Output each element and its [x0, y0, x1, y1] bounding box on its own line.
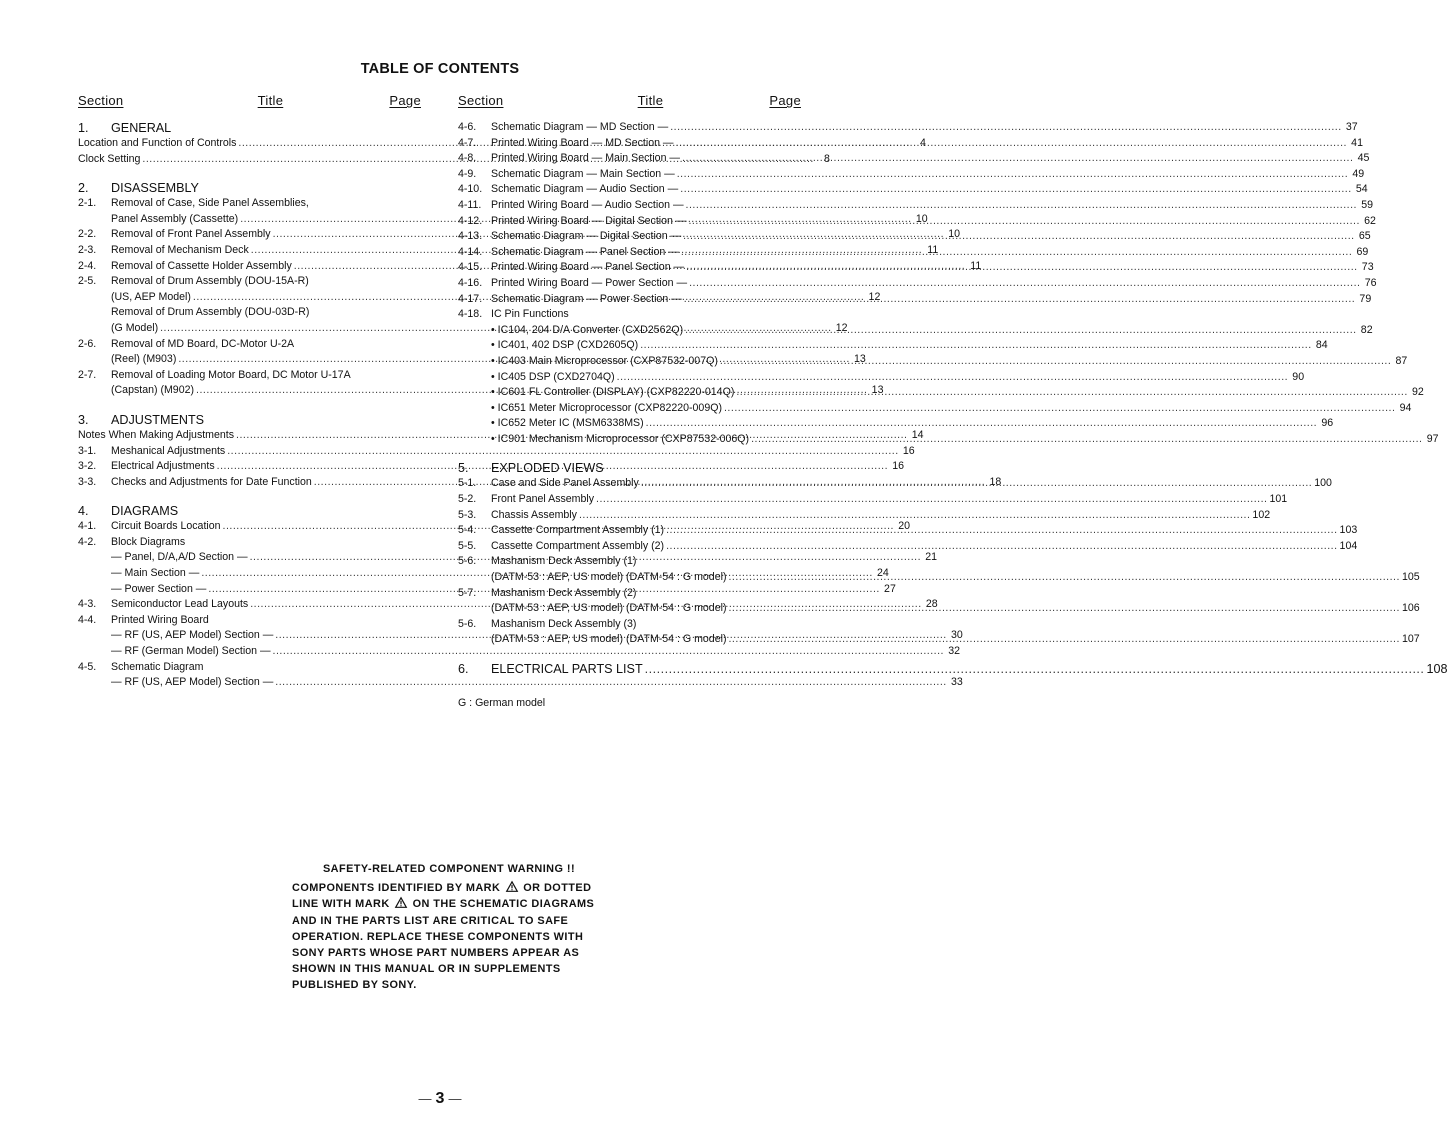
entry-title: Removal of Mechanism Deck: [111, 243, 249, 256]
entry-page: 65: [1358, 230, 1371, 243]
entry-title: Schematic Diagram — Panel Section —: [491, 245, 679, 258]
entry-number: 4.: [78, 504, 89, 519]
entry-page: 21: [925, 551, 938, 564]
column-header: [458, 90, 801, 108]
entry-number: 5-6.: [458, 555, 477, 568]
leader-dots: [728, 632, 1399, 648]
entry-title: • IC651 Meter Microprocessor (CXP82220-009Q): [491, 401, 722, 414]
entry-page: 11: [927, 243, 939, 256]
entry-number: 5-7.: [458, 586, 477, 599]
entry-number: 1.: [78, 121, 89, 135]
entry-number: 2-3.: [78, 243, 97, 256]
entry-title: (DATM-53 : AEP, US model) (DATM-54 : G model): [491, 633, 727, 646]
entry-number: 4-16.: [458, 276, 483, 289]
page-dash-right: —: [448, 1091, 462, 1106]
toc-section-heading: [78, 120, 421, 136]
entry-number: 3-1.: [78, 444, 97, 457]
entry-number: 4-13.: [458, 230, 483, 243]
entry-page: 76: [1364, 276, 1377, 289]
toc-entry: [458, 136, 1363, 152]
leader-dots: [666, 523, 1337, 539]
leader-dots: [676, 136, 1347, 152]
toc-entry: [78, 368, 421, 384]
leader-dots: [677, 167, 1348, 183]
entry-page: 10: [948, 228, 961, 241]
entry-number: 4-9.: [458, 167, 477, 180]
entry-page: 104: [1339, 539, 1358, 552]
entry-title: Circuit Boards Location: [111, 520, 221, 533]
leader-dots: [724, 401, 1395, 417]
entry-title: Checks and Adjustments for Date Function: [111, 475, 312, 488]
entry-title: IC Pin Functions: [491, 308, 569, 321]
entry-title: Schematic Diagram: [111, 660, 204, 673]
entry-number: 4-15.: [458, 261, 483, 274]
toc-entry: [458, 554, 801, 570]
leader-dots: [720, 354, 1391, 370]
entry-title: DISASSEMBLY: [111, 181, 199, 196]
entry-number: 3-2.: [78, 460, 97, 473]
entry-page: 107: [1401, 633, 1420, 646]
entry-number: 4-14.: [458, 245, 483, 258]
entry-title: GENERAL: [111, 121, 172, 135]
leader-dots: [683, 229, 1354, 245]
entry-title: — RF (US, AEP Model) Section —: [111, 676, 274, 689]
warning-text: SHOWN IN THIS MANUAL OR IN SUPPLEMENTS: [292, 963, 561, 976]
leader-dots: [681, 245, 1352, 261]
toc-entry: [458, 120, 1358, 136]
entry-page: 87: [1395, 354, 1408, 367]
entry-number: 5-1.: [458, 477, 477, 490]
leader-dots: [579, 508, 1250, 524]
entry-title: Removal of Cassette Holder Assembly: [111, 259, 292, 272]
entry-title: — RF (German Model) Section —: [111, 645, 271, 658]
entry-title: Schematic Diagram — Audio Section —: [491, 183, 679, 196]
entry-title: Removal of Case, Side Panel Assemblies,: [111, 197, 309, 210]
warning-line: [292, 977, 612, 993]
toc-section-heading: [78, 180, 421, 196]
leader-dots: [728, 601, 1399, 617]
entry-number: 5-3.: [458, 508, 477, 521]
entry-page: 97: [1426, 432, 1439, 445]
entry-page: 16: [892, 460, 905, 473]
entry-page: 20: [898, 520, 910, 533]
entry-page: 73: [1361, 261, 1374, 274]
leader-dots: [685, 323, 1356, 339]
entry-page: 84: [1315, 339, 1328, 352]
warning-heading: SAFETY-RELATED COMPONENT WARNING !!: [322, 863, 576, 875]
entry-title: — RF (US, AEP Model) Section —: [111, 629, 274, 642]
toc-entry: [78, 613, 421, 629]
toc-entry: [458, 182, 1368, 198]
toc-entry: [458, 198, 1373, 214]
toc-entry: [458, 338, 1328, 354]
warning-line: [292, 913, 612, 929]
page-dash-left: —: [418, 1091, 432, 1106]
entry-page: 18: [989, 475, 1002, 488]
entry-title: (DATM-53 : AEP, US model) (DATM-54 : G model): [491, 571, 727, 584]
entry-title: — Panel, D/A,A/D Section —: [111, 551, 248, 564]
toc-entry: [458, 416, 1334, 432]
entry-number: 4-7.: [458, 136, 477, 149]
entry-page: 62: [1364, 214, 1376, 227]
entry-number: 5-5.: [458, 539, 477, 552]
toc-entry: [458, 370, 1305, 386]
entry-title: Printed Wiring Board — Power Section —: [491, 276, 688, 289]
entry-number: 2-1.: [78, 197, 97, 210]
entry-title: Mashanism Deck Assembly (2): [491, 586, 637, 599]
toc-entry: [458, 401, 1412, 417]
entry-number: 4-11.: [458, 198, 482, 211]
entry-number: 4-2.: [78, 535, 97, 548]
warning-triangle-icon: [506, 881, 518, 892]
warning-text: AND IN THE PARTS LIST ARE CRITICAL TO SAFE: [292, 914, 569, 927]
entry-page: 108: [1426, 662, 1447, 676]
entry-page: 92: [1412, 386, 1424, 399]
entry-page: 14: [911, 428, 924, 441]
entry-title: ADJUSTMENTS: [111, 412, 205, 427]
entry-page: 33: [950, 676, 963, 689]
warning-text: OR DOTTED: [519, 882, 592, 895]
leader-dots: [728, 570, 1399, 586]
header-section: Section: [78, 93, 124, 108]
toc-entry: [458, 151, 1370, 167]
leader-dots: [751, 432, 1422, 448]
page-number-value: 3: [435, 1090, 445, 1107]
leader-dots: [666, 539, 1337, 555]
toc-section-heading: [458, 661, 1447, 677]
toc-entry: [78, 535, 421, 551]
column-header: [78, 90, 421, 108]
toc-entry: [78, 644, 960, 660]
toc-entry: [78, 675, 963, 691]
entry-title: Printed Wiring Board — MD Section —: [491, 136, 674, 149]
entry-page: 105: [1401, 571, 1420, 584]
entry-page: 10: [915, 212, 928, 225]
header-title: Title: [637, 93, 664, 108]
entry-title: • IC403 Main Microprocessor (CXP87532-007Q): [491, 354, 718, 367]
entry-page: 96: [1321, 417, 1334, 430]
entry-number: 4-17.: [458, 292, 483, 305]
toc-entry: [78, 196, 421, 212]
entry-title: Printed Wiring Board — Audio Section —: [491, 198, 684, 211]
entry-title: Cassette Compartment Assembly (2): [491, 539, 665, 552]
entry-title: Printed Wiring Board — Digital Section —: [491, 214, 687, 227]
toc-section-heading: [78, 412, 421, 428]
entry-number: 2-2.: [78, 228, 97, 241]
entry-number: 5-2.: [458, 493, 477, 506]
toc-entry: [78, 337, 421, 353]
entry-page: 37: [1345, 121, 1358, 133]
entry-page: 30: [950, 629, 963, 642]
entry-title: Panel Assembly (Cassette): [111, 212, 239, 225]
entry-title: Schematic Diagram — Power Section —: [491, 292, 682, 305]
warning-text: OPERATION. REPLACE THESE COMPONENTS WITH: [292, 930, 584, 943]
entry-number: 5.: [458, 461, 469, 476]
entry-page: 54: [1355, 183, 1368, 196]
toc-entry: [458, 539, 1358, 555]
entry-page: 13: [854, 353, 866, 366]
entry-title: DIAGRAMS: [111, 504, 179, 519]
entry-title: Printed Wiring Board: [111, 613, 209, 626]
entry-page: 12: [835, 321, 848, 334]
leader-dots: [686, 198, 1357, 214]
entry-title: ELECTRICAL PARTS LIST: [491, 662, 643, 676]
entry-title: Front Panel Assembly: [491, 493, 595, 506]
entry-title: • IC652 Meter IC (MSM6338MS): [491, 417, 644, 430]
entry-title: (Capstan) (M902): [111, 384, 195, 397]
entry-title: Removal of Loading Motor Board, DC Motor U-17A: [111, 368, 351, 381]
entry-title: Printed Wiring Board — Main Section —: [491, 152, 680, 165]
entry-page: 79: [1359, 292, 1372, 305]
toc-entry: [458, 276, 1377, 292]
entry-page: 69: [1356, 245, 1369, 258]
warning-text: COMPONENTS IDENTIFIED BY MARK: [292, 882, 504, 895]
entry-number: 4-10.: [458, 183, 483, 196]
entry-title: Schematic Diagram — Digital Section —: [491, 230, 682, 243]
entry-title: Removal of Drum Assembly (DOU-03D-R): [111, 306, 310, 319]
entry-page: 27: [884, 582, 896, 595]
warning-text: PUBLISHED BY SONY.: [292, 979, 417, 992]
entry-title: Location and Function of Controls: [78, 137, 237, 149]
entry-number: 4-12.: [458, 214, 483, 227]
entry-number: 2.: [78, 181, 89, 196]
warning-body: [292, 880, 612, 993]
warning-text: LINE WITH MARK: [292, 898, 394, 911]
leader-dots: [688, 214, 1359, 230]
toc-entry: [458, 617, 801, 633]
leader-dots: [596, 492, 1267, 508]
entry-page: 90: [1292, 370, 1305, 383]
entry-page: 103: [1339, 524, 1358, 537]
entry-number: 5-4.: [458, 524, 477, 537]
entry-title: Block Diagrams: [111, 535, 186, 548]
entry-title: • IC401, 402 DSP (CXD2605Q): [491, 339, 639, 352]
entry-number: 4-3.: [78, 598, 97, 611]
entry-title: Meshanical Adjustments: [111, 444, 226, 457]
leader-dots: [275, 675, 946, 691]
entry-title: • IC104, 204 D/A Converter (CXD2562Q): [491, 323, 684, 336]
leader-dots: [684, 292, 1355, 308]
entry-title: Cassette Compartment Assembly (1): [491, 524, 665, 537]
entry-number: 2-4.: [78, 259, 97, 272]
page-title: TABLE OF CONTENTS: [360, 61, 520, 77]
entry-page: 82: [1360, 323, 1373, 336]
entry-page: 8: [823, 152, 830, 165]
entry-title: Electrical Adjustments: [111, 460, 215, 473]
entry-page: 12: [868, 290, 881, 303]
entry-title: Clock Setting: [78, 152, 141, 165]
toc-section-heading: [78, 503, 421, 519]
entry-number: 3-3.: [78, 475, 97, 488]
leader-dots: [617, 370, 1288, 386]
leader-dots: [736, 385, 1407, 401]
entry-title: Mashanism Deck Assembly (1): [491, 555, 637, 568]
entry-number: 4-4.: [78, 613, 97, 626]
leader-dots: [646, 416, 1317, 432]
toc-entry: [458, 586, 801, 602]
leader-dots: [680, 182, 1351, 198]
warning-line: [292, 896, 612, 912]
entry-title: (DATM-53 : AEP, US model) (DATM-54 : G model): [491, 602, 727, 615]
entry-title: • IC901 Mechanism Microprocessor (CXP87532-006Q): [491, 432, 750, 445]
entry-title: Removal of Front Panel Assembly: [111, 228, 271, 241]
warning-text: ON THE SCHEMATIC DIAGRAMS: [409, 898, 595, 911]
entry-title: Removal of MD Board, DC-Motor U-2A: [111, 337, 295, 350]
toc-entry: [458, 167, 1365, 183]
entry-title: Schematic Diagram — Main Section —: [491, 167, 675, 180]
entry-number: 2-5.: [78, 275, 97, 288]
entry-title: Semiconductor Lead Layouts: [111, 598, 249, 611]
entry-number: 2-7.: [78, 368, 97, 381]
warning-line: [292, 880, 612, 896]
entry-title: Schematic Diagram — MD Section —: [491, 121, 669, 133]
entry-title: • IC405 DSP (CXD2704Q): [491, 370, 615, 383]
entry-number: 5-6.: [458, 617, 477, 630]
entry-page: 102: [1252, 508, 1271, 521]
page-number: [0, 1090, 880, 1108]
entry-title: (G Model): [111, 321, 159, 334]
entry-number: 3.: [78, 412, 89, 427]
header-title: Title: [257, 93, 284, 108]
toc-entry: [78, 660, 421, 676]
entry-title: EXPLODED VIEWS: [491, 461, 604, 476]
toc-entry: [78, 274, 421, 290]
entry-page: 106: [1401, 602, 1420, 615]
model-note: G : German model: [458, 697, 546, 709]
leader-dots: [686, 260, 1357, 276]
entry-title: Mashanism Deck Assembly (3): [491, 617, 637, 630]
leader-dots: [645, 661, 1425, 677]
leader-dots: [670, 120, 1341, 136]
entry-number: 4-18.: [458, 308, 483, 321]
entry-title: Case and Side Panel Assembly: [491, 477, 639, 490]
entry-title: — Main Section —: [111, 567, 200, 580]
entry-page: 28: [925, 598, 938, 611]
header-page: Page: [389, 93, 421, 108]
toc-entry: [78, 305, 421, 321]
leader-dots: [640, 338, 1311, 354]
entry-number: 2-6.: [78, 337, 97, 350]
warning-triangle-icon: [395, 897, 407, 908]
entry-page: 100: [1314, 477, 1332, 490]
entry-page: 24: [876, 567, 889, 580]
entry-title: • IC601 FL Controller (DISPLAY) (CXP82220-014Q): [491, 386, 735, 399]
entry-page: 49: [1352, 167, 1365, 180]
entry-title: Notes When Making Adjustments: [78, 428, 235, 441]
entry-title: Chassis Assembly: [491, 508, 577, 521]
entry-title: — Power Section —: [111, 582, 207, 595]
entry-number: 6.: [458, 662, 469, 676]
warning-line: [292, 945, 612, 961]
entry-number: 4-6.: [458, 121, 477, 133]
warning-line: [292, 929, 612, 945]
entry-title: (Reel) (M903): [111, 353, 177, 366]
entry-page: 4: [919, 137, 926, 149]
entry-page: 16: [902, 444, 915, 457]
toc-entry: [458, 492, 1288, 508]
entry-page: 41: [1351, 136, 1363, 149]
header-page: Page: [769, 93, 801, 108]
header-section: Section: [458, 93, 504, 108]
toc-section-heading: [458, 460, 801, 476]
warning-line: [292, 961, 612, 977]
entry-number: 4-8.: [458, 152, 477, 165]
leader-dots: [641, 476, 1312, 492]
entry-page: 45: [1357, 152, 1370, 165]
leader-dots: [689, 276, 1360, 292]
entry-page: 11: [970, 259, 982, 272]
entry-number: 4-1.: [78, 520, 97, 533]
leader-dots: [682, 151, 1353, 167]
entry-page: 32: [948, 645, 960, 658]
toc-entry: [458, 307, 801, 323]
entry-title: Printed Wiring Board — Panel Section —: [491, 261, 685, 274]
toc-entry: [458, 508, 1271, 524]
entry-number: 4-5.: [78, 660, 97, 673]
entry-page: 101: [1269, 493, 1288, 506]
entry-page: 59: [1361, 198, 1373, 211]
safety-warning: [292, 861, 612, 994]
entry-page: 13: [871, 384, 884, 397]
entry-title: (US, AEP Model): [111, 290, 191, 303]
toc-entry: [78, 444, 915, 460]
entry-title: Removal of Drum Assembly (DOU-15A-R): [111, 275, 309, 288]
warning-text: SONY PARTS WHOSE PART NUMBERS APPEAR AS: [292, 947, 580, 960]
entry-page: 94: [1399, 401, 1412, 414]
